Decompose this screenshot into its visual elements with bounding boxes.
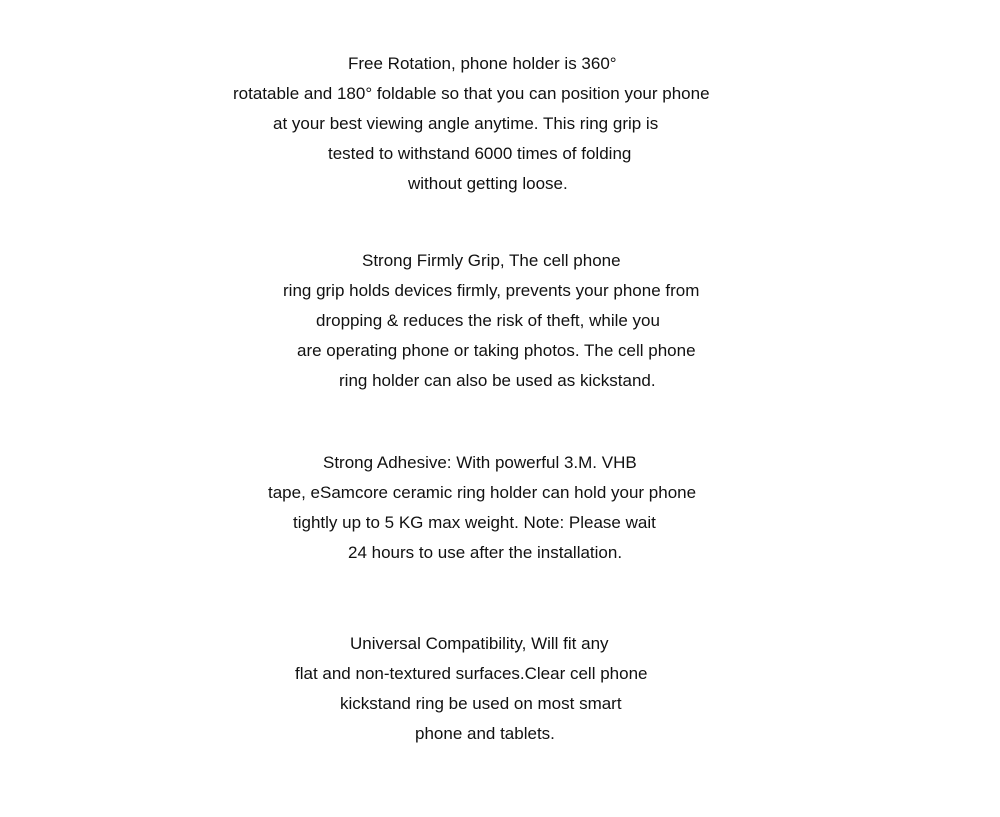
paragraph-line: Strong Adhesive: With powerful 3.M. VHB <box>323 453 637 472</box>
paragraph-line: 24 hours to use after the installation. <box>348 543 623 562</box>
paragraph-line: ring grip holds devices firmly, prevents your phone from <box>283 281 700 300</box>
paragraph-line: tape, eSamcore ceramic ring holder can hold your phone <box>268 483 697 502</box>
paragraph-line: are operating phone or taking photos. The cell phone <box>297 341 696 360</box>
paragraph-line: phone and tablets. <box>415 724 555 743</box>
paragraph-line: rotatable and 180° foldable so that you can position your phone <box>233 84 710 103</box>
paragraph-line: dropping & reduces the risk of theft, while you <box>316 311 660 330</box>
paragraph-line: at your best viewing angle anytime. This ring grip is <box>273 114 659 133</box>
paragraph-line: tightly up to 5 KG max weight. Note: Please wait <box>293 513 656 532</box>
paragraph-line: without getting loose. <box>408 174 568 193</box>
paragraph-line: Universal Compatibility, Will fit any <box>350 634 609 653</box>
paragraph-line: kickstand ring be used on most smart <box>340 694 622 713</box>
paragraph-line: flat and non-textured surfaces.Clear cell phone <box>295 664 648 683</box>
paragraph-line: Free Rotation, phone holder is 360° <box>348 54 617 73</box>
paragraph-line: Strong Firmly Grip, The cell phone <box>362 251 621 270</box>
paragraph-line: tested to withstand 6000 times of folding <box>328 144 632 163</box>
paragraph-line: ring holder can also be used as kickstand. <box>339 371 656 390</box>
